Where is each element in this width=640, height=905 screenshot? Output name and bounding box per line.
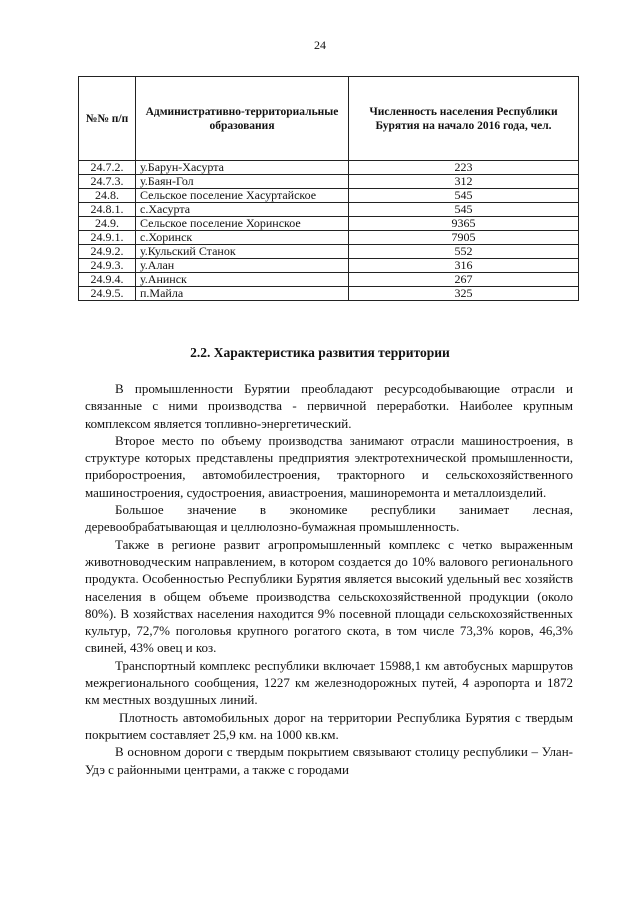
paragraph: Второе место по объему производства занимают отрасли машиностроения, в структуре которых представлены предприятия электротехнической промышленности, приборостроения, автомобилестроения, тракторного и сельскохозяйственного машиностроения, судостроения, авиастроения, машиноремонта и металлоизделий. [85, 432, 573, 500]
cell-population: 545 [349, 189, 579, 203]
cell-code: 24.9. [79, 217, 136, 231]
cell-name: Сельское поселение Хоринское [136, 217, 349, 231]
paragraph: Большое значение в экономике республики занимает лесная, деревообрабатывающая и целлюлозно-бумажная промышленность. [85, 502, 573, 535]
cell-name: п.Майла [136, 287, 349, 301]
cell-name: у.Баян-Гол [136, 175, 349, 189]
cell-population: 7905 [349, 231, 579, 245]
cell-name: у.Барун-Хасурта [136, 161, 349, 175]
cell-population: 325 [349, 287, 579, 301]
table-row [79, 259, 579, 273]
table-row [79, 189, 579, 203]
table-row [79, 217, 579, 231]
header-name: Административно-территориальные образования [136, 77, 349, 161]
cell-code: 24.9.1. [79, 231, 136, 245]
header-population: Численность населения Республики Бурятия на начало 2016 года, чел. [349, 77, 579, 161]
cell-name: Сельское поселение Хасуртайское [136, 189, 349, 203]
cell-population: 316 [349, 259, 579, 273]
cell-population: 552 [349, 245, 579, 259]
cell-code: 24.8.1. [79, 203, 136, 217]
table-row [79, 287, 579, 301]
table-row [79, 273, 579, 287]
table-row [79, 203, 579, 217]
table-row [79, 231, 579, 245]
cell-name: с.Хоринск [136, 231, 349, 245]
cell-name: у.Алан [136, 259, 349, 273]
section-title: 2.2. Характеристика развития территории [190, 345, 450, 360]
page-number: 24 [314, 38, 326, 52]
header-number: №№ п/п [79, 77, 136, 161]
cell-population: 267 [349, 273, 579, 287]
cell-code: 24.7.2. [79, 161, 136, 175]
cell-population: 545 [349, 203, 579, 217]
paragraph: Транспортный комплекс республики включает 15988,1 км автобусных маршрутов межрегионального сообщения, 1227 км железнодорожных путей, 4 аэропорта и 1872 км местных воздушных линий. [85, 657, 573, 708]
paragraph: Плотность автомобильных дорог на территории Республика Бурятия с твердым покрытием составляет 25,9 км. на 1000 кв.км. [85, 709, 573, 742]
cell-code: 24.8. [79, 189, 136, 203]
population-table [78, 76, 579, 301]
cell-population: 223 [349, 161, 579, 175]
paragraph: В основном дороги с твердым покрытием связывают столицу республики – Улан-Удэ с районными центрами, а также с городами [85, 744, 573, 777]
table-row [79, 161, 579, 175]
cell-code: 24.7.3. [79, 175, 136, 189]
cell-code: 24.9.2. [79, 245, 136, 259]
cell-name: с.Хасурта [136, 203, 349, 217]
body-text [85, 380, 573, 778]
cell-population: 312 [349, 175, 579, 189]
paragraph: В промышленности Бурятии преобладают ресурсодобывающие отрасли и связанные с ними производства - первичной переработки. Наиболее крупным комплексом является топливно-энергетический. [85, 381, 573, 431]
cell-name: у.Кульский Станок [136, 245, 349, 259]
table-header-row [79, 77, 579, 161]
cell-name: у.Анинск [136, 273, 349, 287]
cell-code: 24.9.4. [79, 273, 136, 287]
paragraph: Также в регионе развит агропромышленный комплекс с четко выраженным животноводческим направлением, в котором создается до 10% валового регионального продукта. Особенностью Республики Бурятия является высокий удельный вес хозяйств населения в общем объеме производства сельскохозяйственной продукции (около 80%). В хозяйствах населения находится 9% посевной площади сельскохозяйственных культур, 72,7% поголовья крупного рогатого скота, в том числе 73,3% коров, 46,3% свиней, 43% овец и коз. [85, 536, 573, 656]
cell-code: 24.9.3. [79, 259, 136, 273]
cell-code: 24.9.5. [79, 287, 136, 301]
cell-population: 9365 [349, 217, 579, 231]
table-row [79, 175, 579, 189]
table-row [79, 245, 579, 259]
